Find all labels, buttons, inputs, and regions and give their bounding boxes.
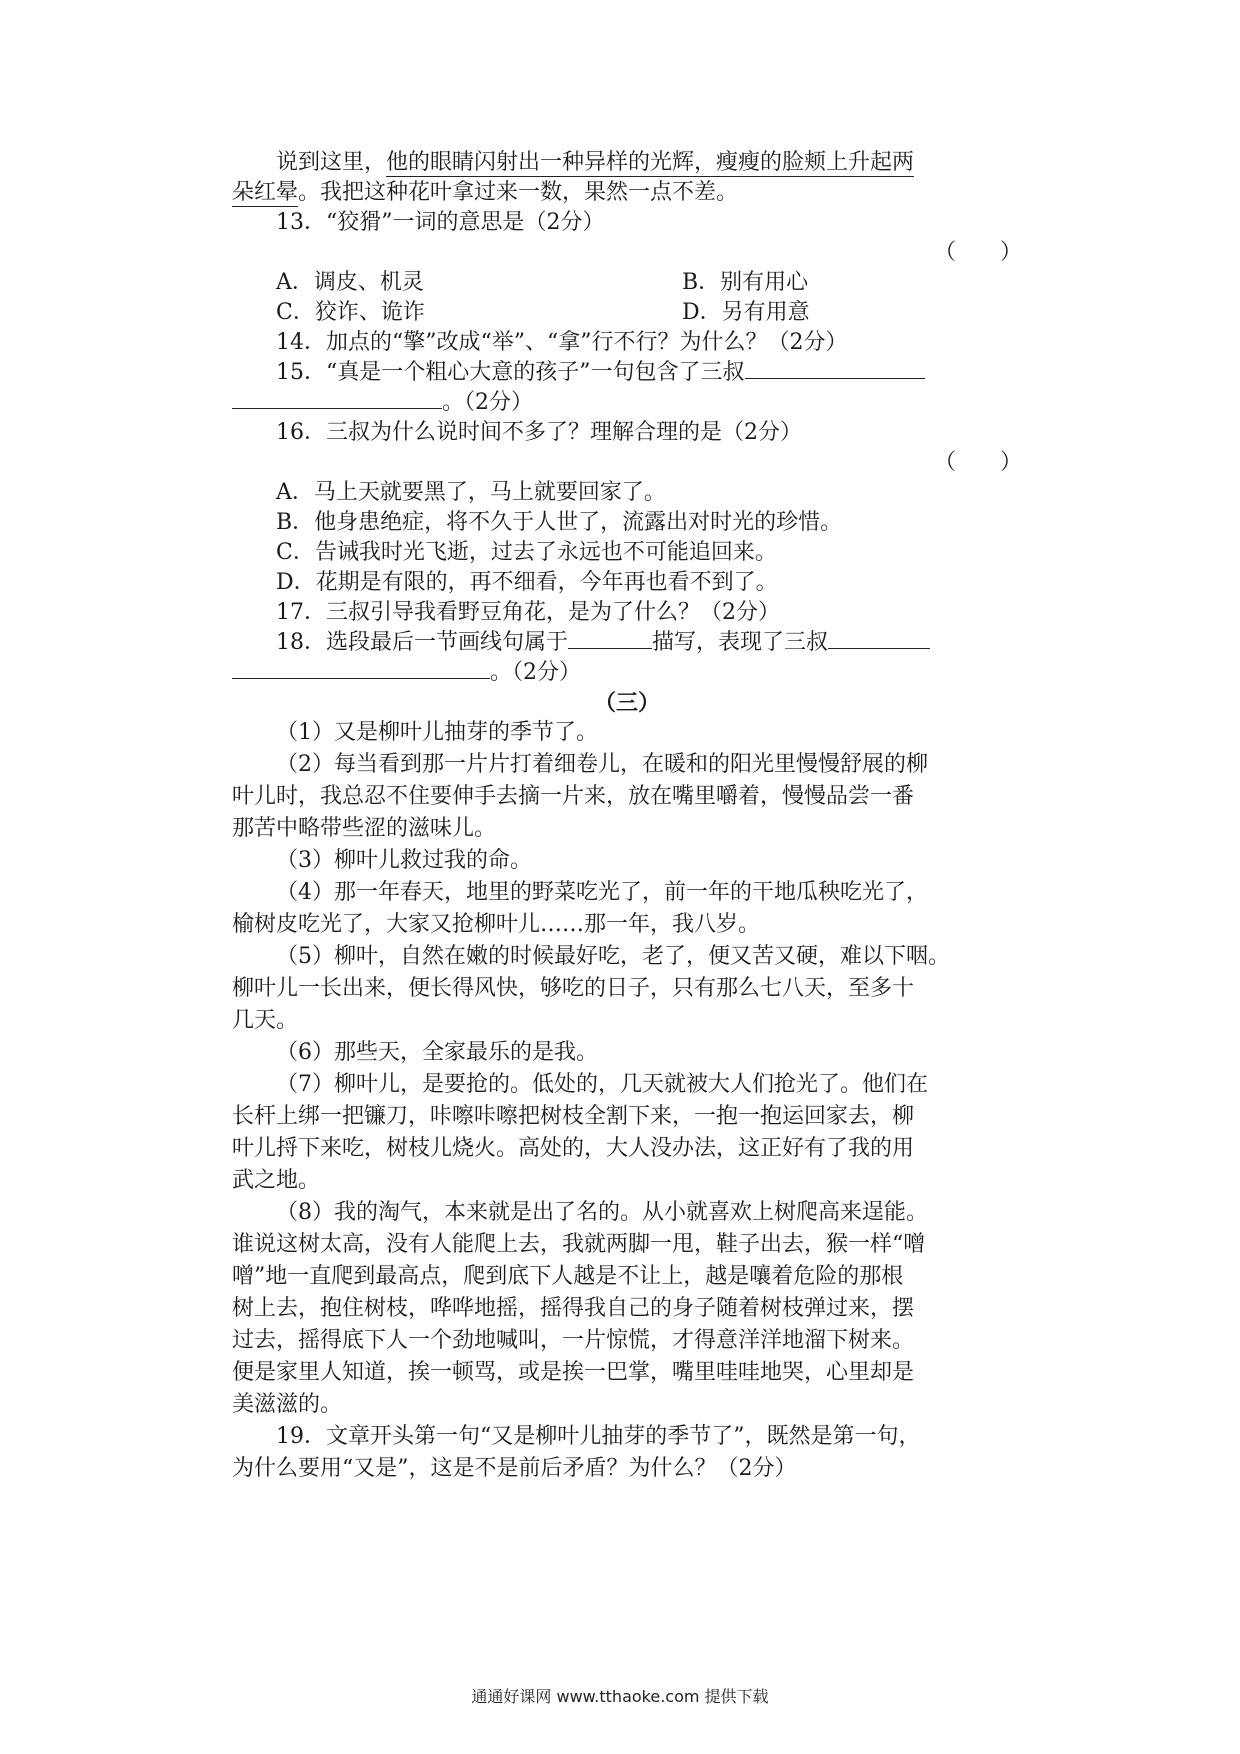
option-a: A．调皮、机灵: [276, 270, 424, 295]
option-a: A．马上天就要黑了，马上就要回家了。: [276, 480, 666, 505]
option-d: D．另有用意: [682, 300, 810, 325]
question-15: [276, 358, 925, 388]
question-text: 18．选段最后一节画线句属于: [276, 630, 568, 655]
question-15-cont: [232, 388, 533, 418]
passage-line: （5）柳叶，自然在嫩的时候最好吃，老了，便又苦又硬，难以下咽。: [276, 944, 950, 969]
passage-line: 叶儿捋下来吃，树枝儿烧火。高处的，大人没办法，这正好有了我的用: [232, 1136, 915, 1161]
question-16: 16．三叔为什么说时间不多了？理解合理的是（2分）: [276, 420, 802, 445]
section-title: （三）: [593, 690, 660, 716]
passage-line: 过去，摇得底下人一个劲地喊叫，一片惊慌，才得意洋洋地溜下树来。: [232, 1328, 915, 1353]
question-14: 14．加点的“擎”改成“举”、“拿”行不行？为什么？（2分）: [276, 330, 848, 355]
answer-paren-row: [232, 238, 1022, 268]
passage-line: 柳叶儿一长出来，便长得风快，够吃的日子，只有那么七八天，至多十: [232, 976, 915, 1001]
passage-line: 几天。: [232, 1008, 299, 1033]
answer-paren: （ ）: [933, 240, 1022, 265]
passage-line: 美滋滋的。: [232, 1392, 343, 1417]
passage-line: 长杆上绑一把镰刀，咔嚓咔嚓把树枝全割下来，一抱一抱运回家去，柳: [232, 1104, 915, 1129]
option-row: [276, 298, 1022, 328]
option-b: B．别有用心: [682, 270, 809, 295]
question-13: 13．“狡猾”一词的意思是（2分）: [276, 210, 605, 235]
passage-line: [276, 148, 914, 178]
passage-line: （6）那些天，全家最乐的是我。: [276, 1040, 598, 1065]
option-c: C．告诫我时光飞逝，过去了永远也不可能追回来。: [276, 540, 777, 565]
passage-line: 噌”地一直爬到最高点，爬到底下人越是不让上，越是嚷着危险的那根: [232, 1264, 904, 1289]
passage-line: 叶儿时，我总忍不住要伸手去摘一片来，放在嘴里嚼着，慢慢品尝一番: [232, 784, 915, 809]
passage-line: （1）又是柳叶儿抽芽的季节了。: [276, 720, 598, 745]
passage-line: （3）柳叶儿救过我的命。: [276, 848, 532, 873]
answer-blank[interactable]: [232, 388, 442, 409]
option-d: D．花期是有限的，再不细看，今年再也看不到了。: [276, 570, 778, 595]
underlined-sentence: 朵红晕: [232, 180, 299, 205]
underlined-sentence: 他的眼睛闪射出一种异样的光辉，瘦瘦的脸颊上升起两: [386, 150, 915, 175]
question-text: 描写，表现了三叔: [652, 630, 829, 655]
passage-line: 榆树皮吃光了，大家又抢柳叶儿……那一年，我八岁。: [232, 912, 761, 937]
answer-paren-row: [232, 448, 1022, 478]
passage-line: 树上去，抱住树枝，哗哗地摇，摇得我自己的身子随着树枝弹过来，摆: [232, 1296, 915, 1321]
passage-line: （4）那一年春天，地里的野菜吃光了，前一年的干地瓜秧吃光了，: [276, 880, 928, 905]
question-19-cont: 为什么要用“又是”，这是不是前后矛盾？为什么？（2分）: [232, 1456, 797, 1481]
question-text: 15．“真是一个粗心大意的孩子”一句包含了三叔: [276, 360, 745, 385]
passage-line: 便是家里人知道，挨一顿骂，或是挨一巴掌，嘴里哇哇地哭，心里却是: [232, 1360, 915, 1385]
answer-blank[interactable]: [232, 658, 490, 679]
answer-paren: （ ）: [933, 450, 1022, 475]
question-text: 。（2分）: [490, 660, 581, 685]
option-row: [276, 268, 1022, 298]
page-footer: 通通好课网 www.tthaoke.com 提供下载: [471, 1687, 769, 1706]
answer-blank[interactable]: [828, 628, 930, 649]
passage-line: 那苦中略带些涩的滋味儿。: [232, 816, 497, 841]
passage-line: （7）柳叶儿，是要抢的。低处的，几天就被大人们抢光了。他们在: [276, 1072, 928, 1097]
question-18: [276, 628, 930, 658]
passage-line: 谁说这树太高，没有人能爬上去，我就两脚一甩，鞋子出去，猴一样“噌: [232, 1232, 926, 1257]
passage-line: 武之地。: [232, 1168, 321, 1193]
passage-line: （2）每当看到那一片片打着细卷儿，在暖和的阳光里慢慢舒展的柳: [276, 752, 928, 777]
option-c: C．狡诈、诡诈: [276, 300, 425, 325]
question-18-cont: [232, 658, 581, 688]
passage-text: 。我把这种花叶拿过来一数，果然一点不差。: [298, 180, 739, 205]
question-17: 17．三叔引导我看野豆角花，是为了什么？（2分）: [276, 600, 780, 625]
passage-text: 说到这里，: [276, 150, 387, 175]
answer-blank[interactable]: [568, 628, 652, 649]
question-19: 19．文章开头第一句“又是柳叶儿抽芽的季节了”，既然是第一句，: [276, 1424, 921, 1449]
option-b: B．他身患绝症，将不久于人世了，流露出对时光的珍惜。: [276, 510, 843, 535]
passage-line: [232, 178, 738, 208]
passage-line: （8）我的淘气，本来就是出了名的。从小就喜欢上树爬高来逞能。: [276, 1200, 928, 1225]
question-text: 。（2分）: [442, 390, 533, 415]
answer-blank[interactable]: [745, 358, 925, 379]
